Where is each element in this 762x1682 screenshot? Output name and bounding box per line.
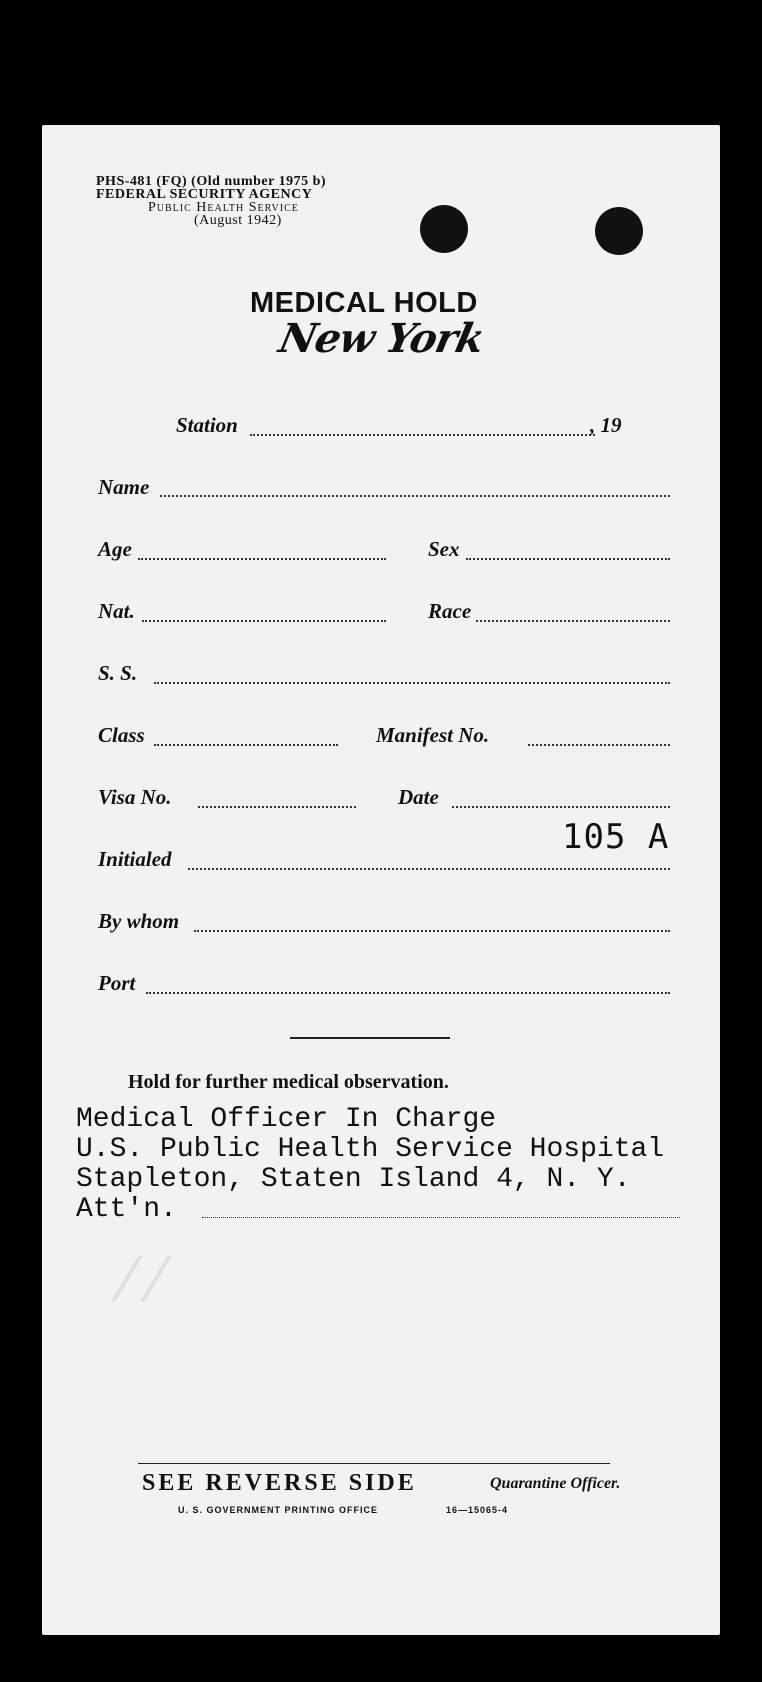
nat-line[interactable] [142,620,386,622]
by-whom-label: By whom [98,909,180,933]
year-label: , 19 [590,413,622,437]
ss-line[interactable] [154,682,670,684]
class-label: Class [98,723,145,747]
form-number: PHS-481 (FQ) (Old number 1975 b) [96,174,327,189]
age-line[interactable] [138,558,386,560]
station-line[interactable] [250,434,595,436]
service-name: Public Health Service [148,200,299,215]
address-line-2: U.S. Public Health Service Hospital [76,1134,665,1165]
attention-label: Att'n. [76,1194,177,1225]
age-label: Age [98,537,132,561]
printing-office: U. S. GOVERNMENT PRINTING OFFICE [178,1505,379,1515]
station-label: Station [176,413,238,437]
hold-instruction: Hold for further medical observation. [128,1071,449,1093]
race-label: Race [428,599,472,623]
print-code: 16—15065-4 [446,1505,509,1515]
form-date: (August 1942) [194,213,282,228]
quarantine-officer-label: Quarantine Officer. [490,1475,621,1492]
ss-label: S. S. [98,661,138,685]
name-label: Name [98,475,150,499]
initialed-label: Initialed [98,847,172,871]
port-line[interactable] [146,992,670,994]
sex-line[interactable] [466,558,670,560]
form-title: MEDICAL HOLD [250,287,478,319]
port-label: Port [98,971,136,995]
nat-label: Nat. [98,599,135,623]
address-line-3: Stapleton, Staten Island 4, N. Y. [76,1164,631,1195]
faint-pencil-marks: ⁄ ⁄ [122,1245,162,1315]
race-line[interactable] [476,620,670,622]
date-label: Date [398,785,439,809]
manifest-label: Manifest No. [376,723,490,747]
medical-hold-card [42,125,720,1635]
by-whom-line[interactable] [194,930,670,932]
punch-hole-left [420,205,468,253]
manifest-line[interactable] [528,744,670,746]
agency-name: FEDERAL SECURITY AGENCY [96,187,313,202]
handwritten-station: New York [275,315,488,362]
section-divider [290,1037,450,1039]
see-reverse-side: SEE REVERSE SIDE [142,1470,417,1496]
visa-line[interactable] [198,806,356,808]
form-header [96,175,326,227]
class-line[interactable] [154,744,338,746]
stamped-number: 105 A [562,817,670,857]
signature-line [138,1463,610,1464]
initialed-line[interactable] [188,868,670,870]
date-line[interactable] [452,806,670,808]
punch-hole-right [595,207,643,255]
name-line[interactable] [160,495,670,497]
visa-label: Visa No. [98,785,172,809]
address-line-1: Medical Officer In Charge [76,1104,497,1135]
attention-line[interactable] [202,1217,680,1218]
sex-label: Sex [428,537,460,561]
